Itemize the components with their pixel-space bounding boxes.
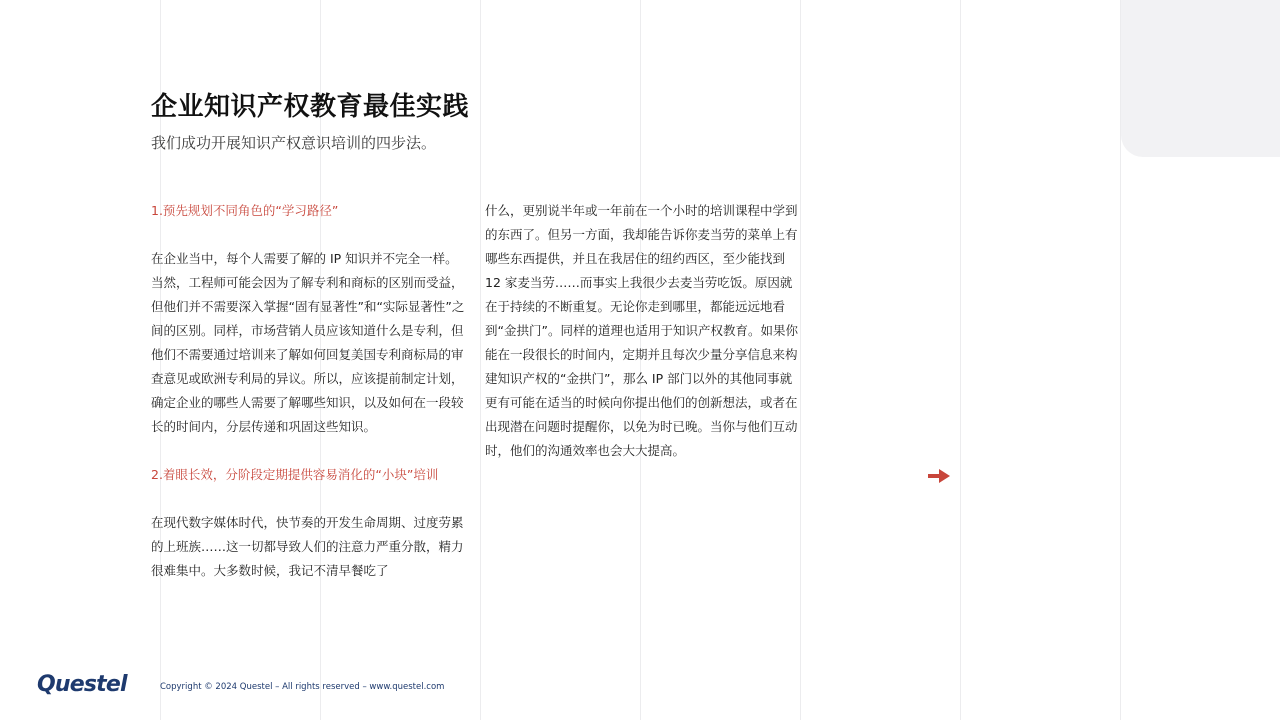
guide-line xyxy=(480,0,481,720)
right-column xyxy=(485,199,799,463)
questel-logo: Questel xyxy=(37,672,127,697)
corner-decoration xyxy=(1121,0,1280,157)
section-paragraph-1: 在企业当中，每个人需要了解的 IP 知识并不完全一样。当然，工程师可能会因为了解专利和商标的区别而受益，但他们并不需要深入掌握“固有显著性”和“实际显著性”之间的区别。同样，市场营销人员应该知道什么是专利，但他们不需要通过培训来了解如何回复美国专利商标局的审查意见或欧洲专利局的异议。所以，应该提前制定计划，确定企业的哪些人需要了解哪些知识，以及如何在一段较长的时间内，分层传递和巩固这些知识。 xyxy=(151,251,465,434)
copyright-text: Copyright © 2024 Questel – All rights reserved – www.questel.com xyxy=(160,682,445,692)
spacer xyxy=(151,487,465,511)
page-title: 企业知识产权教育最佳实践 xyxy=(151,92,470,122)
section-heading-2: 2.着眼长效，分阶段定期提供容易消化的“小块”培训 xyxy=(151,467,439,482)
section-heading-1: 1.预先规划不同角色的“学习路径” xyxy=(151,203,339,218)
spacer xyxy=(151,223,465,247)
section-paragraph-2-continued: 什么，更别说半年或一年前在一个小时的培训课程中学到的东西了。但另一方面，我却能告诉你麦当劳的菜单上有哪些东西提供，并且在我居住的纽约西区，至少能找到 12 家麦当劳……而事实上我很少去麦当劳吃饭。原因就在于持续的不断重复。无论你走到哪里，都能远远地看到“金拱门”。同样的道理也适用于知识产权教育。如果你能在一段很长的时间内，定期并且每次少量分享信息来构建知识产权的“金拱门”，那么 IP 部门以外的其他同事就更有可能在适当的时候向你提出他们的创新想法，或者在出现潜在问题时提醒你，以免为时已晚。当你与他们互动时，他们的沟通效率也会大大提高。 xyxy=(485,203,798,458)
guide-line xyxy=(800,0,801,720)
page-subtitle: 我们成功开展知识产权意识培训的四步法。 xyxy=(151,134,437,152)
guide-line xyxy=(960,0,961,720)
spacer xyxy=(151,439,465,463)
section-paragraph-2: 在现代数字媒体时代，快节奏的开发生命周期、过度劳累的上班族……这一切都导致人们的注意力严重分散，精力很难集中。大多数时候，我记不清早餐吃了 xyxy=(151,515,464,578)
right-arrow-icon[interactable] xyxy=(928,467,950,485)
left-column xyxy=(151,199,465,583)
